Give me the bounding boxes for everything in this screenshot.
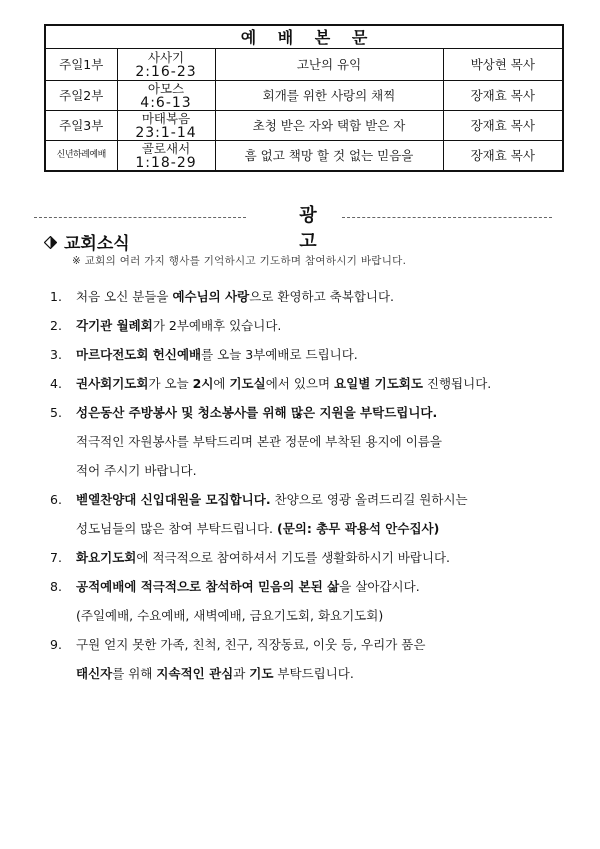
church-news-section-title: 교회소식 bbox=[44, 229, 130, 254]
list-item: 5. 성은동산 주방봉사 및 청소봉사를 위해 많은 지원을 부탁드립니다. bbox=[50, 405, 438, 420]
worship-part: 주일3부 bbox=[45, 111, 117, 141]
preacher: 장재효 목사 bbox=[443, 81, 563, 111]
worship-part: 주일2부 bbox=[45, 81, 117, 111]
participation-note: ※ 교회의 여러 가지 행사를 기억하시고 기도하며 참여하시기 바랍니다. bbox=[72, 255, 407, 267]
list-item: 1. 처음 오신 분들을 예수님의 사랑으로 환영하고 축복합니다. bbox=[50, 289, 395, 304]
table-row bbox=[45, 81, 563, 111]
sermon-title: 회개를 위한 사랑의 채찍 bbox=[215, 81, 443, 111]
list-item: 4. 권사회기도회가 오늘 2시에 기도실에서 있으며 요일별 기도회도 진행됩니다. bbox=[50, 376, 492, 391]
diamond-bullet-icon bbox=[44, 234, 58, 254]
list-item: 6. 벧엘찬양대 신입대원을 모집합니다. 찬양으로 영광 올려드리길 원하시는 bbox=[50, 492, 468, 507]
list-item-continuation: 적극적인 자원봉사를 부탁드리며 본관 정문에 부착된 용지에 이름을 bbox=[76, 434, 442, 449]
list-item: 7. 화요기도회에 적극적으로 참여하셔서 기도를 생활화하시기 바랍니다. bbox=[50, 550, 451, 565]
scripture-passage: 골로새서 1:18-29 bbox=[117, 141, 215, 172]
worship-scripture-table bbox=[44, 24, 564, 172]
scripture-passage: 마태복음 23:1-14 bbox=[117, 111, 215, 141]
preacher: 장재효 목사 bbox=[443, 141, 563, 172]
preacher: 박상현 목사 bbox=[443, 49, 563, 81]
list-item-continuation: 성도님들의 많은 참여 부탁드립니다. (문의: 총무 곽용석 안수집사) bbox=[76, 521, 440, 536]
sermon-title: 고난의 유익 bbox=[215, 49, 443, 81]
list-item: 3. 마르다전도회 헌신예배를 오늘 3부예배로 드립니다. bbox=[50, 347, 358, 362]
list-item: 9. 구원 얻지 못한 가족, 친척, 친구, 직장동료, 이웃 등, 우리가 품은 bbox=[50, 637, 426, 652]
announcements-heading: 광 고 bbox=[299, 205, 331, 252]
dashed-divider-left bbox=[34, 217, 246, 218]
list-item: 2. 각기관 월례회가 2부예배후 있습니다. bbox=[50, 318, 282, 333]
preacher: 장재효 목사 bbox=[443, 111, 563, 141]
dashed-divider-right bbox=[342, 217, 552, 218]
table-row bbox=[45, 111, 563, 141]
worship-part: 주일1부 bbox=[45, 49, 117, 81]
scripture-passage: 아모스 4:6-13 bbox=[117, 81, 215, 111]
announcement-list bbox=[50, 282, 560, 688]
sermon-title: 흠 없고 책망 할 것 없는 믿음을 bbox=[215, 141, 443, 172]
worship-table-title: 예 배 본 문 bbox=[45, 25, 563, 49]
table-row bbox=[45, 141, 563, 172]
list-item-continuation: (주일예배, 수요예배, 새벽예배, 금요기도회, 화요기도회) bbox=[76, 608, 384, 623]
worship-part: 신년하례예배 bbox=[45, 141, 117, 172]
list-item: 8. 공적예배에 적극적으로 참석하여 믿음의 본된 삶을 살아갑시다. bbox=[50, 579, 420, 594]
scripture-passage: 사사기 2:16-23 bbox=[117, 49, 215, 81]
list-item-continuation: 태신자를 위해 지속적인 관심과 기도 부탁드립니다. bbox=[76, 666, 354, 681]
list-item-continuation: 적어 주시기 바랍니다. bbox=[76, 463, 197, 478]
table-row bbox=[45, 49, 563, 81]
sermon-title: 초청 받은 자와 택함 받은 자 bbox=[215, 111, 443, 141]
